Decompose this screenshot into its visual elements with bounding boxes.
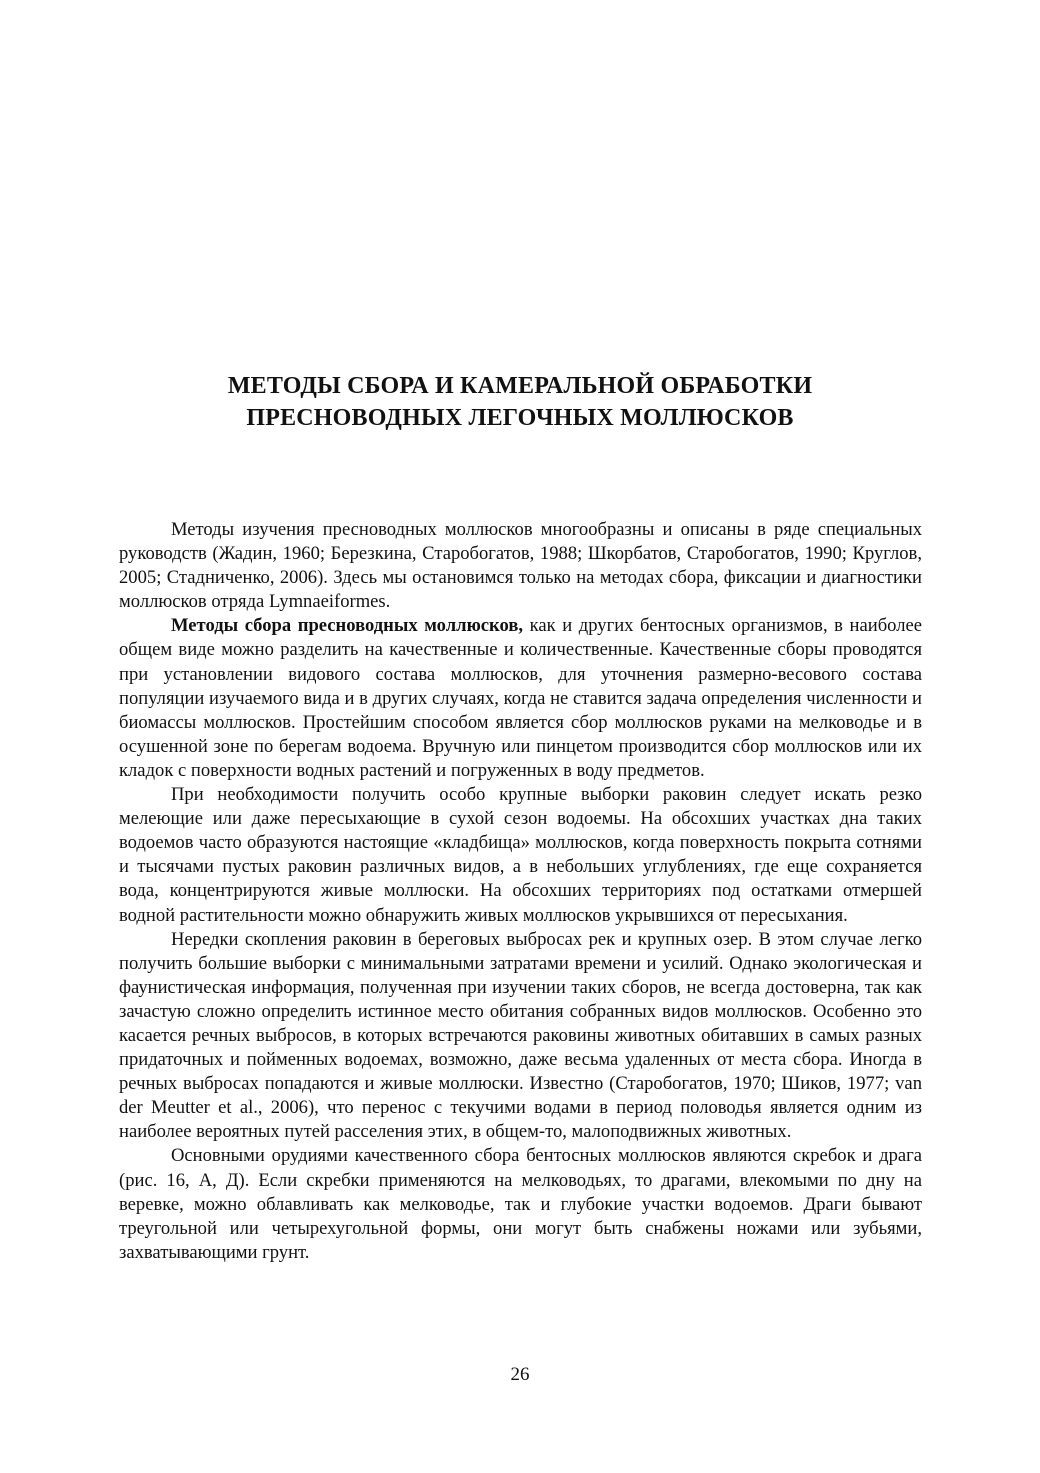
paragraph-2-lead: Методы сбора пресноводных моллюсков, [171,615,524,637]
paragraph-3 [119,783,922,928]
paragraph-4-text: Нередки скопления раковин в береговых выбросах рек и крупных озер. В этом случае легко получить большие выборки с минимальными затратами времени и усилий. Однако экологическая и фаунистическая информация, полученная при изучении таких сборов, не всегда достоверна, так как зачастую сложно определить истинное место обитания собранных видов моллюсков. Особенно это касается речных выбросов, в которых встречаются раковины животных обитавших в самых разных придаточных и пойменных водоемах, возможно, даже весьма удаленных от места сбора. Иногда в речных выбросах попадаются и живые моллюски. Известно (Старобогатов, 1970; Шиков, 1977; van der Meutter et al., 2006), что перенос с текучими водами в период половодья является одним из наиболее вероятных путей расселения этих, в общем-то, малоподвижных животных. [119,928,922,1143]
paragraph-4 [119,928,922,1145]
paragraph-5 [119,1144,922,1264]
chapter-title-line-2: ПРЕСНОВОДНЫХ ЛЕГОЧНЫХ МОЛЛЮСКОВ [246,405,794,431]
paragraph-2 [119,614,922,783]
chapter-title [120,370,920,434]
paragraph-3-text: При необходимости получить особо крупные выборки раковин следует искать резко мелеющие или даже пересыхающие в сухой сезон водоемы. На обсохших участках дна таких водоемов часто образуются настоящие «кладбища» моллюсков, когда поверхность покрыта сотнями и тысячами пустых раковин различных видов, а в небольших углублениях, где еще сохраняется вода, концентрируются живые моллюски. На обсохших территориях под остатками отмершей водной растительности можно обнаружить живых моллюсков укрывшихся от пересыхания. [119,784,922,926]
page-number: 26 [510,1364,530,1385]
paragraph-5-text: Основными орудиями качественного сбора бентосных моллюсков являются скребок и драга (рис. 16, А, Д). Если скребки применяются на мелководьях, то драгами, влекомыми по дну на веревке, можно облавливать как мелководье, так и глубокие участки водоемов. Драги бывают треугольной или четырехугольной формы, они могут быть снабжены ножами или зубьями, захватывающими грунт. [119,1145,922,1263]
paragraph-1 [119,518,922,614]
body-text [119,518,922,1265]
paragraph-2-text: как и других бентосных организмов, в наиболее общем виде можно разделить на качественные и количественные. Качественные сборы проводятся при установлении видового состава моллюсков, для уточнения размерно-весового состава популяции изучаемого вида и в других случаях, когда не ставится задача определения численности и биомассы моллюсков. Простейшим способом является сбор моллюсков руками на мелководье и в осушенной зоне по берегам водоема. Вручную или пинцетом производится сбор моллюсков или их кладок с поверхности водных растений и погруженных в воду предметов. [119,615,922,781]
chapter-title-line-1: МЕТОДЫ СБОРА И КАМЕРАЛЬНОЙ ОБРАБОТКИ [227,373,813,399]
paragraph-1-text: Методы изучения пресноводных моллюсков многообразны и описаны в ряде специальных руководств (Жадин, 1960; Березкина, Старобогатов, 1988; Шкорбатов, Старобогатов, 1990; Круглов, 2005; Стадниченко, 2006). Здесь мы остановимся только на методах сбора, фиксации и диагностики моллюсков отряда Lymnaeiformes. [119,519,922,613]
